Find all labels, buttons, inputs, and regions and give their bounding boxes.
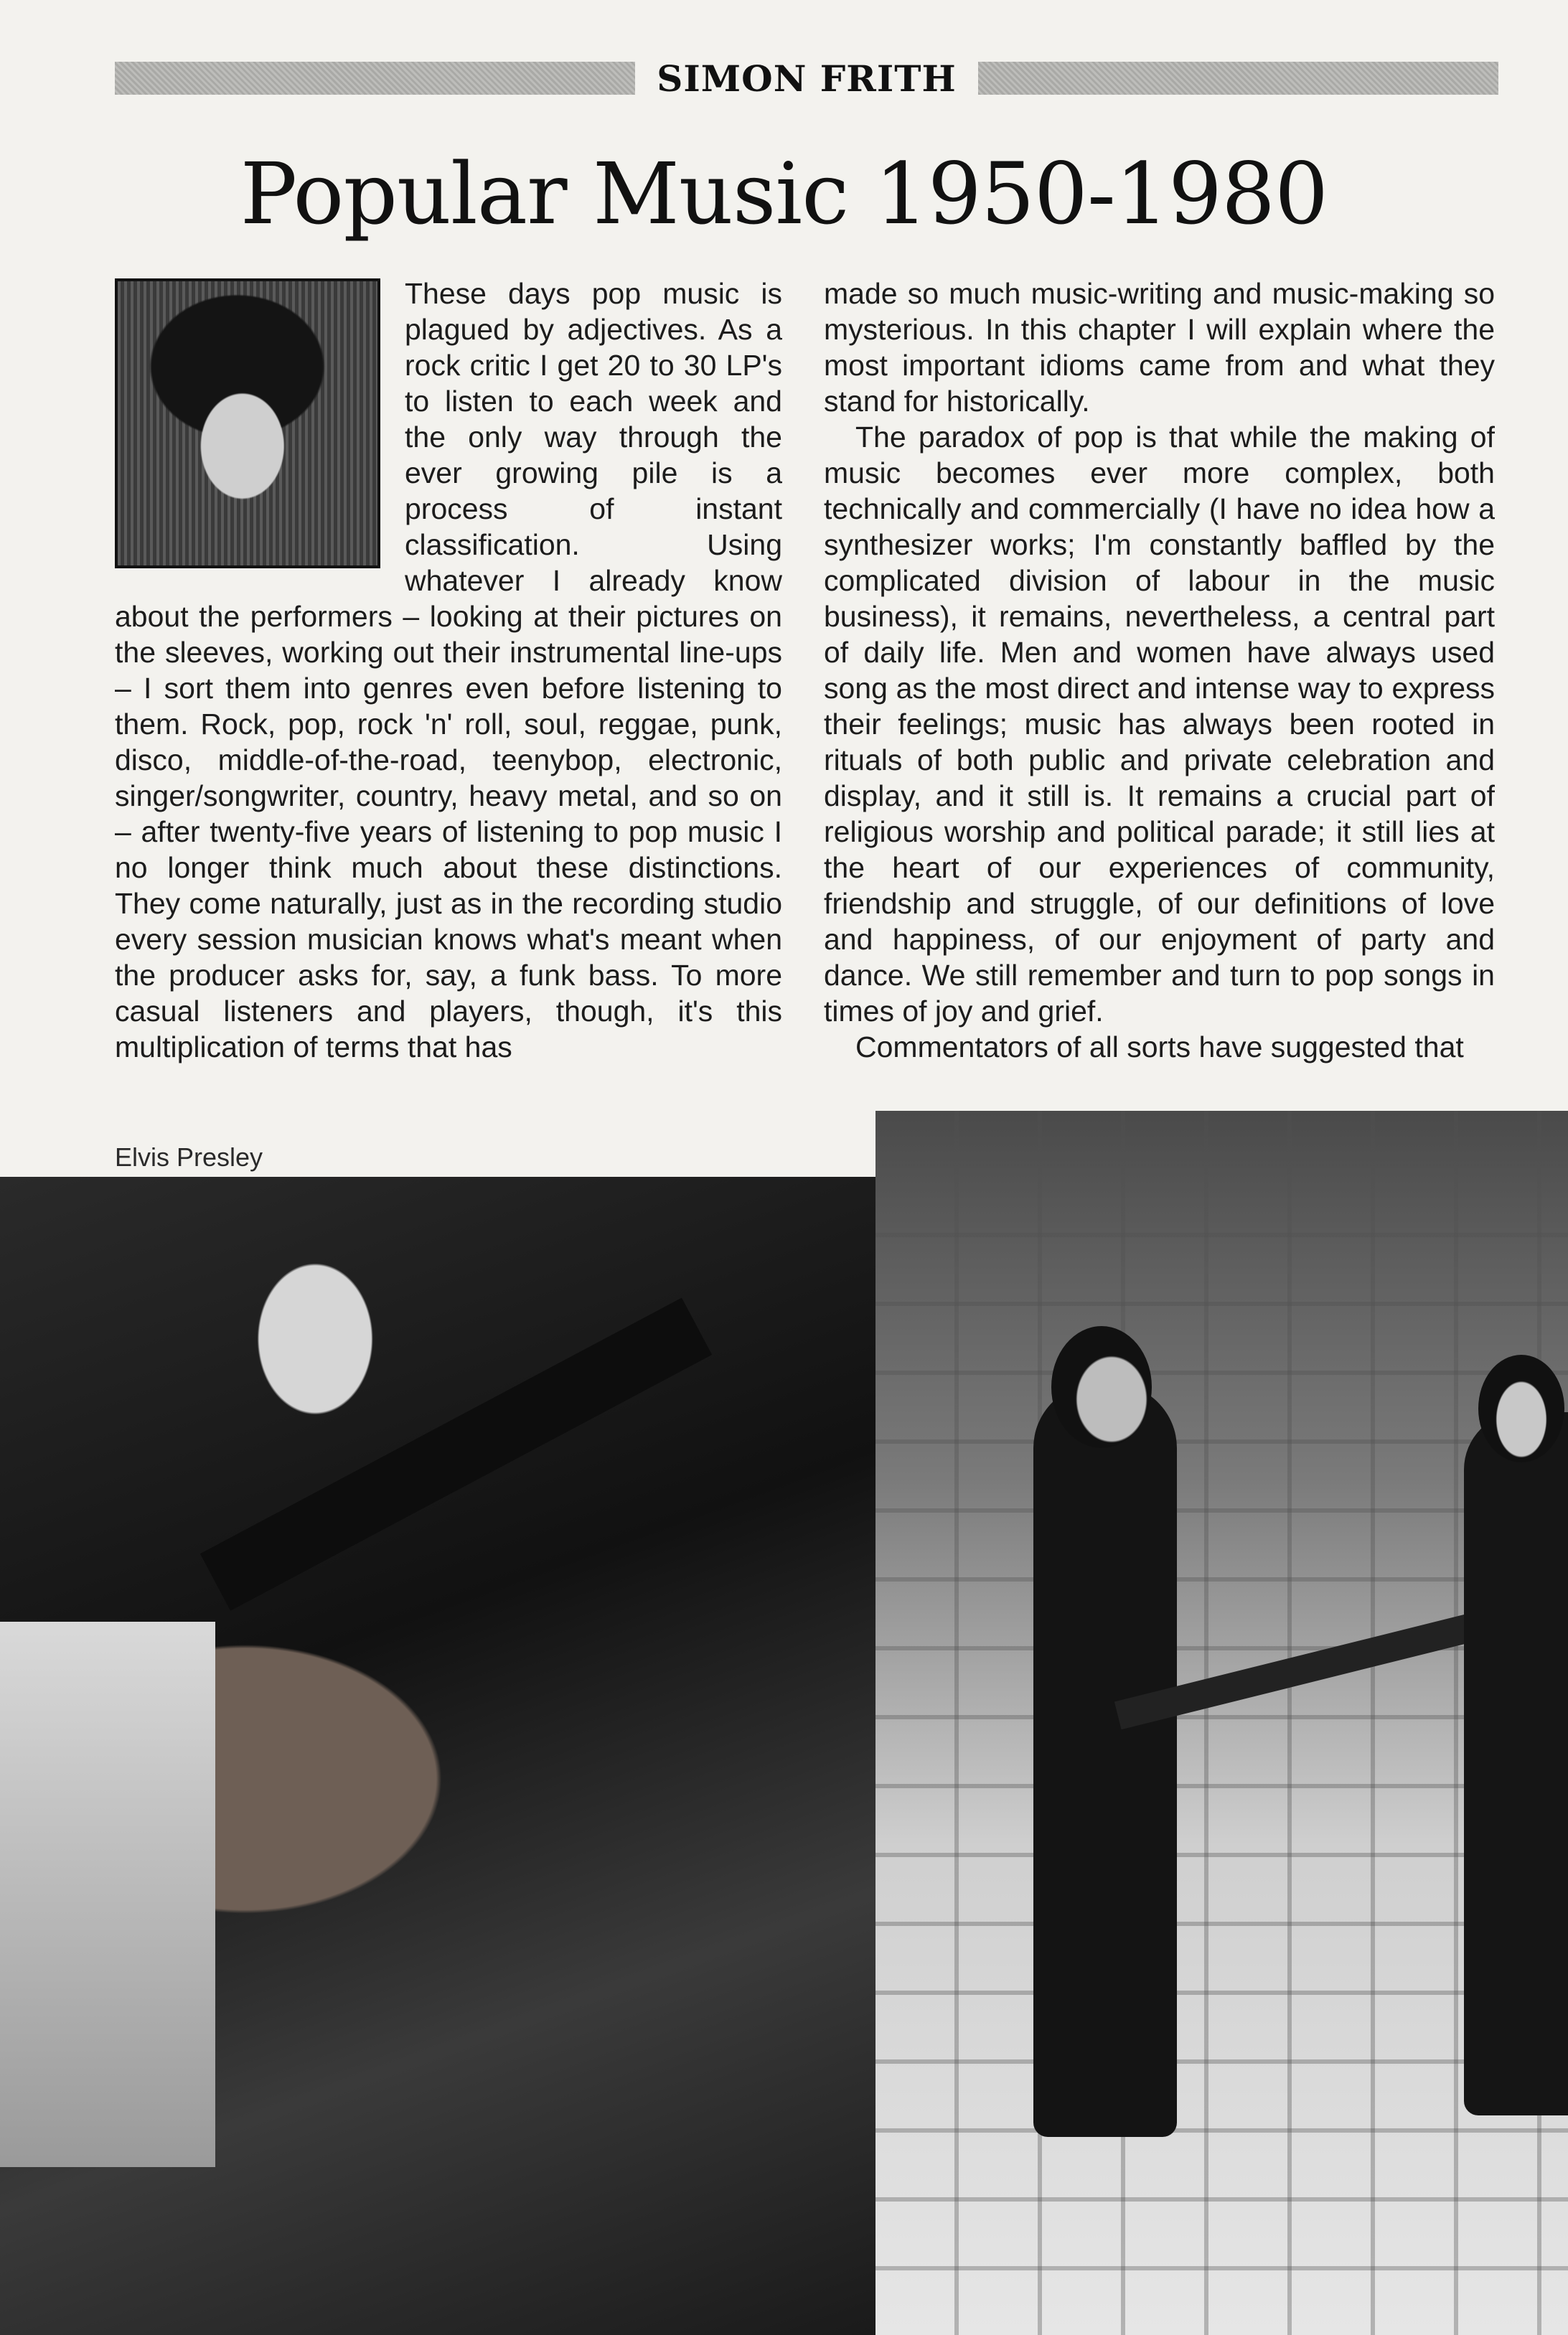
band-photo xyxy=(875,1111,1568,2335)
photo-detail-guitar-neck xyxy=(200,1297,712,1610)
header-rule-right xyxy=(978,62,1498,95)
article-paragraph: made so much music-writing and music-making so mysterious. In this chapter I will explain where the most important idioms came from and what they stand for historically. xyxy=(824,277,1495,418)
article-paragraph: These days pop music is plagued by adjectives. As a rock critic I get 20 to 30 LP's to listen to each week and the only way through the ever growing pile is a process of instant classification. Using whatever I already know about the performers – looking at their pictures on the sleeves, working out their instrumental line-ups – I sort them into genres even before listening to them. Rock, pop, rock 'n' roll, soul, reggae, punk, disco, middle-of-the-road, teenybop, electronic, singer/songwriter, country, heavy metal, and so on – after twenty-five years of listening to pop music I no longer think much about these distinctions. They come naturally, just as in the recording studio every session musician knows what's meant when the producer asks for, say, a funk bass. To more casual listeners and players, though, it's this multiplication of terms that has xyxy=(115,277,782,1063)
photo-detail-guitarist-head xyxy=(1051,1326,1152,1448)
photo-detail-jacket xyxy=(0,1622,215,2167)
author-name: SIMON FRITH xyxy=(657,57,957,100)
elvis-presley-photo xyxy=(0,1177,875,2335)
photo-detail-second-guitarist-head xyxy=(1478,1355,1564,1462)
article-column-left xyxy=(115,276,782,1065)
page-title: Popular Music 1950-1980 xyxy=(240,144,1328,243)
article-paragraph: Commentators of all sorts have suggested that xyxy=(855,1030,1464,1063)
photo-detail-guitarist-body xyxy=(1033,1383,1177,2137)
photo-caption-elvis: Elvis Presley xyxy=(115,1142,263,1172)
author-header-band xyxy=(115,57,1498,100)
header-rule-left xyxy=(115,62,635,95)
author-portrait-image xyxy=(115,278,380,568)
article-column-right xyxy=(824,276,1495,1065)
photo-detail-second-guitarist-body xyxy=(1464,1412,1568,2115)
article-paragraph: The paradox of pop is that while the making of music becomes ever more complex, both technically and commercially (I have no idea how a synthesizer works; I'm constantly baffled by the complicated division of labour in the music business), it remains, nevertheless, a central part of daily life. Men and women have always used song as the most direct and intense way to express their feelings; music has always been rooted in rituals of both public and private celebration and display, and it still is. It remains a crucial part of religious worship and political parade; it still lies at the heart of our experiences of community, friendship and struggle, of our definitions of love and happiness, of our enjoyment of party and dance. We still remember and turn to pop songs in times of joy and grief. xyxy=(824,421,1495,1028)
